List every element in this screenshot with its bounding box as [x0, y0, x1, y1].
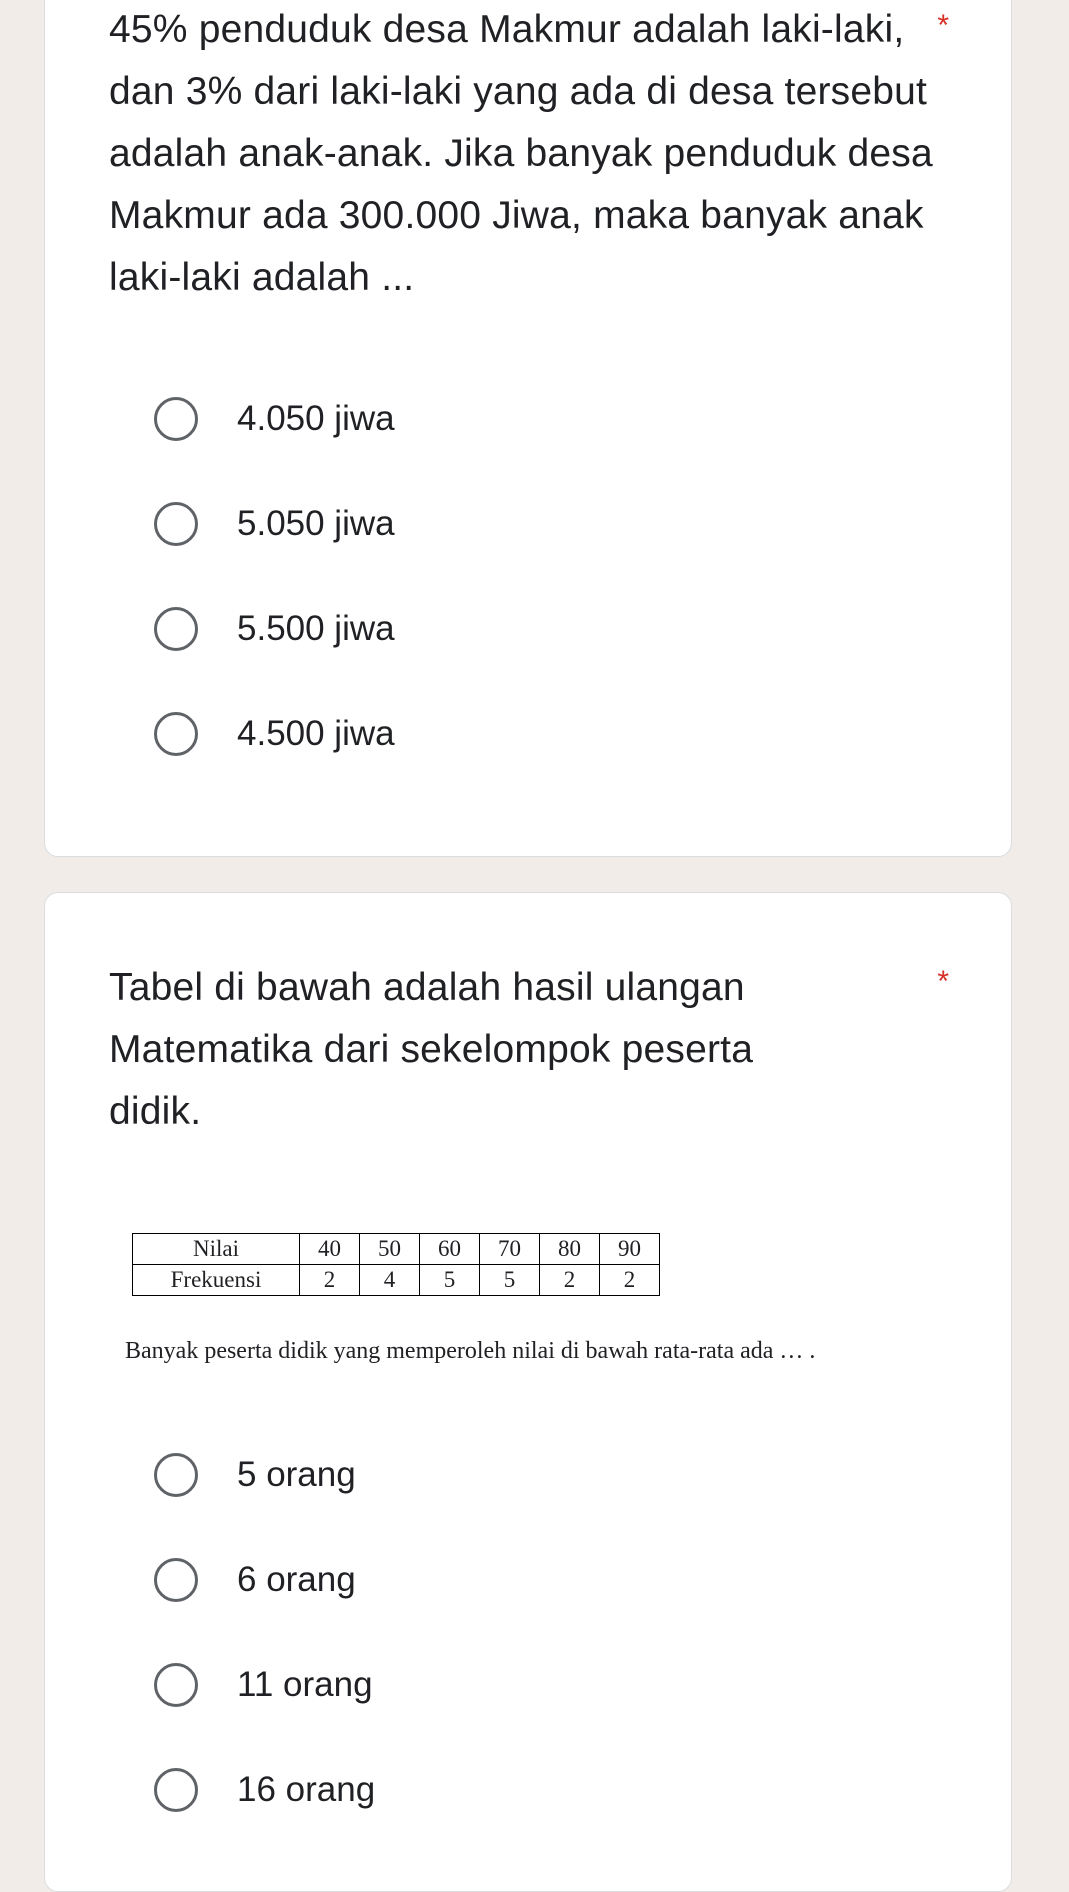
table-row-frekuensi — [133, 1265, 660, 1296]
radio-button[interactable] — [154, 1558, 198, 1602]
option-label: 4.050 jiwa — [237, 398, 395, 438]
question-title: 45% penduduk desa Makmur adalah laki-laki, dan 3% dari laki-laki yang ada di desa tersebut adalah anak-anak. Jika banyak penduduk desa Makmur ada 300.000 Jiwa, maka banyak anak laki-laki adalah ... — [109, 8, 933, 299]
option-label: 16 orang — [237, 1769, 376, 1809]
table-cell: 2 — [600, 1265, 660, 1296]
radio-button[interactable] — [154, 712, 198, 756]
radio-button[interactable] — [154, 1663, 198, 1707]
table-row-nilai — [133, 1234, 660, 1265]
option-6-orang[interactable] — [109, 1527, 375, 1632]
option-5-orang[interactable] — [109, 1422, 375, 1527]
option-label: 5.500 jiwa — [237, 608, 395, 648]
frequency-table — [132, 1233, 660, 1296]
question-note: Banyak peserta didik yang memperoleh nilai di bawah rata-rata ada … . — [125, 1338, 816, 1364]
option-4500-jiwa[interactable] — [109, 681, 395, 786]
table-cell: 2 — [540, 1265, 600, 1296]
question-title: Tabel di bawah adalah hasil ulangan Matematika dari sekelompok peserta didik. — [109, 966, 754, 1133]
option-16-orang[interactable] — [109, 1737, 375, 1842]
required-asterisk: * — [937, 965, 949, 998]
option-4050-jiwa[interactable] — [109, 366, 395, 471]
table-cell: 60 — [420, 1234, 480, 1265]
radio-button[interactable] — [154, 1453, 198, 1497]
table-row-header: Frekuensi — [133, 1265, 300, 1296]
question-card-1 — [44, 0, 1012, 857]
option-label: 6 orang — [237, 1559, 356, 1599]
radio-group — [109, 1422, 375, 1842]
option-5050-jiwa[interactable] — [109, 471, 395, 576]
table-cell: 2 — [300, 1265, 360, 1296]
radio-button[interactable] — [154, 397, 198, 441]
table-cell: 4 — [360, 1265, 420, 1296]
option-label: 11 orang — [237, 1664, 373, 1704]
option-label: 5 orang — [237, 1454, 356, 1494]
option-5500-jiwa[interactable] — [109, 576, 395, 681]
radio-button[interactable] — [154, 1768, 198, 1812]
option-label: 4.500 jiwa — [237, 713, 395, 753]
option-11-orang[interactable] — [109, 1632, 375, 1737]
option-label: 5.050 jiwa — [237, 503, 395, 543]
table-cell: 90 — [600, 1234, 660, 1265]
table-cell: 5 — [420, 1265, 480, 1296]
table-row-header: Nilai — [133, 1234, 300, 1265]
required-asterisk: * — [937, 9, 949, 42]
radio-button[interactable] — [154, 607, 198, 651]
table-cell: 80 — [540, 1234, 600, 1265]
table-cell: 5 — [480, 1265, 540, 1296]
table-cell: 40 — [300, 1234, 360, 1265]
question-card-2 — [44, 892, 1012, 1892]
radio-group — [109, 366, 395, 786]
radio-button[interactable] — [154, 502, 198, 546]
table-cell: 50 — [360, 1234, 420, 1265]
table-cell: 70 — [480, 1234, 540, 1265]
